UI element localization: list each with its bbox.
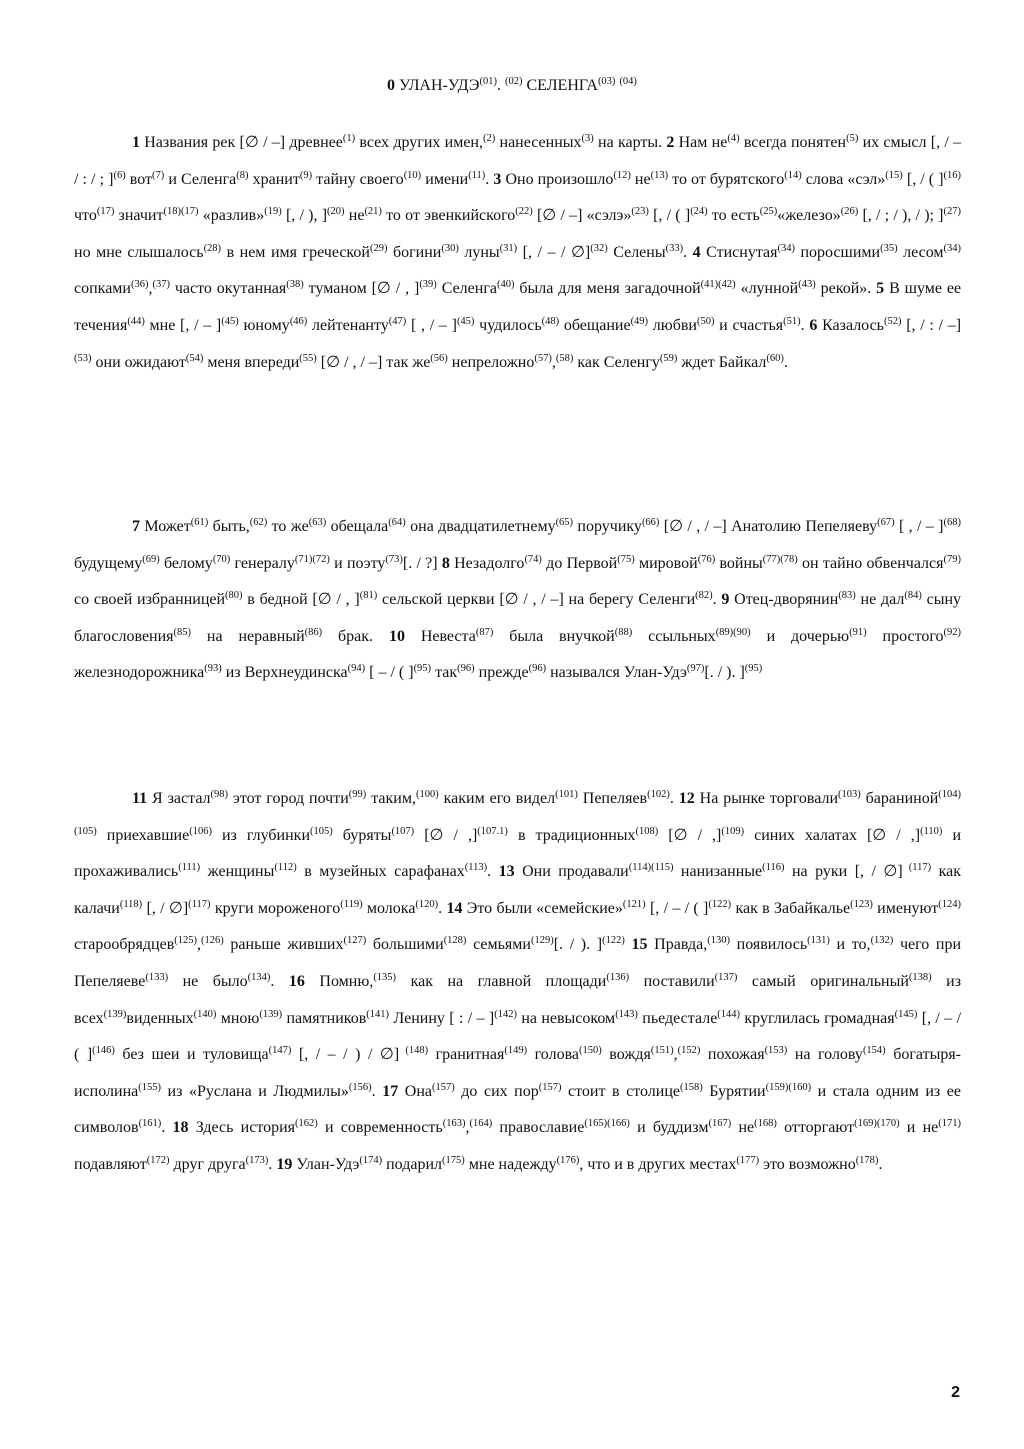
- footnote-marker: (23): [631, 206, 649, 218]
- footnote-marker: (13): [650, 169, 669, 181]
- footnote-marker: (132): [870, 935, 894, 947]
- footnote-marker: (143): [615, 1008, 638, 1020]
- footnote-marker: (34): [943, 242, 962, 254]
- sentence-number: 19: [276, 1155, 293, 1173]
- document-title: 0 УЛАН-УДЭ$^{(01)}$. $^{(02)}$ СЕЛЕНГА$^{(03)}$ $^{(04)}$: [387, 76, 637, 94]
- footnote-marker: (110): [920, 825, 943, 837]
- footnote-marker: (96): [528, 663, 547, 675]
- footnote-marker: (70): [212, 553, 231, 565]
- footnote-marker: (157): [538, 1081, 562, 1093]
- footnote-marker: (171): [938, 1118, 962, 1130]
- footnote-marker: (89)(90): [715, 626, 751, 638]
- footnote-marker: (100): [415, 789, 439, 800]
- paragraph-1: 1 Названия рек [∅ / –] древнее$^{(1)}$ всех других имен,$^{(2)}$ нанесенных$^{(3)}$ на карты. 2 Нам $не^{(4)}$ всегда понятен$^{(5)}$ их смысл [, / – / : / ; ]$^{(6)}$ вот$^{(7)}$ и Селенга$^{(8)}$ хранит$^{(9)}$ тайну своего$^{(10)}$ имени$^{(11)}$. 3 Оно произошло$^{(12)}$ $не^{(13)}$ то от бурятского$^{(14)}$ слова «сэл»$^{(15)}$ [, / ( ]$^{(16)}$ что$^{(17)}$ значит$^{(18)(17)}$ «разлив»$^{(19)}$ [, / ), ]$^{(20)}$ $не^{(21)}$ то от эвенкийского$^{(22)}$ [∅ / –] «сэлэ»$^{(23)}$ [, / ( ]$^{(24)}$ то есть$^{(25)}$«железо»$^{(26)}$ [, / ; / ), / ); ]$^{(27)}$ но мне слышалось$^{(28)}$ в нем имя греческой$^{(29)}$ богини$^{(30)}$ луны$^{(31)}$ [, / – / ∅]$^{(32)}$ Селены$^{(33)}$. 4 Стиснутая$^{(34)}$ поросшими$^{(35)}$ лесом$^{(34)}$ сопками$^{(36)}$,$^{(37)}$ часто окутанная$^{(38)}$ туманом [∅ / , ]$^{(39)}$ Селенга$^{(40)}$ была для меня загадочной$^{(41)(42)}$ «лунной$^{(43)}$ рекой». 5 В шуме ее течения$^{(44)}$ мне [, / – ]$^{(45)}$ юному$^{(46)}$ лейтенанту$^{(47)}$ [ , / – ]$^{(45)}$ чудилось$^{(48)}$ обещание$^{(49)}$ любви$^{(50)}$ и счастья$^{(51)}$. 6 Казалось$^{(52)}$ [, / : / –]$^{(53)}$ они ожидают$^{(54)}$ меня впереди$^{(55)}$ [∅ / , / –] так $же^{(56)}$ непреложно$^{(57)}$,$^{(58)}$ как Селенгу$^{(59)}$ ждет Байкал$^{(60)}$.: [74, 133, 962, 371]
- footnote-marker: (154): [862, 1045, 886, 1057]
- footnote-marker: (108): [635, 825, 659, 837]
- footnote-marker: (124): [938, 898, 962, 910]
- footnote-marker: (74): [524, 553, 542, 565]
- footnote-marker: (103): [838, 789, 861, 800]
- footnote-marker: (80): [225, 590, 243, 602]
- footnote-marker: (109): [721, 825, 745, 837]
- footnote-marker: (105): [310, 825, 333, 837]
- footnote-marker: (94): [347, 663, 366, 675]
- footnote-marker: (51): [783, 315, 801, 327]
- footnote-marker: (127): [343, 935, 367, 947]
- footnote-marker: (71)(72): [294, 553, 330, 565]
- footnote-marker: (107): [391, 825, 415, 837]
- footnote-marker: (175): [442, 1154, 465, 1166]
- footnote-marker: (155): [138, 1081, 161, 1093]
- footnote-marker: (141): [366, 1008, 390, 1020]
- footnote-marker: (122): [708, 898, 732, 910]
- footnote-marker: (50): [696, 315, 715, 327]
- sentence-number: 14: [446, 899, 463, 917]
- footnote-marker: (99): [348, 789, 367, 800]
- footnote-marker: (59): [659, 352, 678, 364]
- footnote-marker: (22): [515, 206, 533, 218]
- footnote-marker: (10): [403, 169, 422, 181]
- footnote-marker: (64): [388, 517, 406, 528]
- footnote-marker: (122): [602, 935, 625, 947]
- footnote-marker: (34): [777, 242, 795, 254]
- footnote-marker: (140): [193, 1008, 217, 1020]
- footnote-marker: (45): [456, 315, 475, 327]
- paragraph-2: 7 Может$^{(61)}$ быть,$^{(62)}$ то $же^{(63)}$ обещала$^{(64)}$ она двадцатилетнему$^{(65)}$ поручику$^{(66)}$ [∅ / , / –] Анатолию Пепеляеву$^{(67)}$ [ , / – ]$^{(68)}$ будущему$^{(69)}$ белому$^{(70)}$ генералу$^{(71)(72)}$ и поэту$^{(73)}$[. / ?] 8 Незадолго$^{(74)}$ до Первой$^{(75)}$ мировой$^{(76)}$ войны$^{(77)(78)}$ он тайно обвенчался$^{(79)}$ со своей избранницей$^{(80)}$ в бедной [∅ / , ]$^{(81)}$ сельской церкви [∅ / , / –] на берегу Селенги$^{(82)}$. 9 Отец-дворянин$^{(83)}$ не дал$^{(84)}$ сыну благословения$^{(85)}$ на неравный$^{(86)}$ брак. 10 Невеста$^{(87)}$ была внучкой$^{(88)}$ ссыльных$^{(89)(90)}$ и дочерью$^{(91)}$ простого$^{(92)}$ железнодорожника$^{(93)}$ из Верхнеудинска$^{(94)}$ [ – / ( ]$^{(95)}$ так$^{(96)}$ прежде$^{(96)}$ назывался Улан-Удэ$^{(97)}$[. / ). ]$^{(95)}$: [74, 517, 962, 682]
- footnote-marker: (82): [695, 590, 713, 602]
- sentence-number: 5: [876, 280, 885, 298]
- footnote-marker: (48): [541, 315, 560, 327]
- footnote-marker: (53): [74, 352, 92, 364]
- footnote-marker: (114)(115): [628, 862, 674, 874]
- footnote-marker: (157): [431, 1081, 455, 1093]
- footnote-marker: (123): [850, 898, 873, 910]
- footnote-marker: (69): [142, 553, 160, 565]
- sentence-number: 2: [666, 134, 675, 151]
- footnote-marker: (131): [807, 935, 830, 947]
- footnote-marker: (81): [359, 590, 378, 602]
- sentence-number: 1: [132, 134, 140, 151]
- footnote-marker: (63): [308, 517, 327, 528]
- footnote-marker: (47): [388, 315, 407, 327]
- footnote-marker: (120): [415, 898, 439, 910]
- footnote-marker: (159)(160): [765, 1081, 812, 1093]
- footnote-marker: (8): [236, 169, 249, 181]
- sentence-number: 12: [678, 790, 695, 807]
- footnote-marker: (04): [619, 76, 637, 87]
- footnote-marker: (3): [581, 133, 594, 144]
- footnote-marker: (77)(78): [762, 553, 798, 565]
- sentence-number: 17: [382, 1082, 399, 1100]
- footnote-marker: (5): [846, 133, 859, 144]
- footnote-marker: (28): [203, 242, 222, 254]
- footnote-marker: (30): [441, 242, 459, 254]
- footnote-marker: (146): [92, 1045, 115, 1057]
- footnote-marker: (67): [877, 517, 895, 528]
- footnote-marker: (31): [499, 242, 518, 254]
- footnote-marker: (173): [245, 1154, 269, 1166]
- footnote-marker: (65): [555, 517, 574, 528]
- footnote-marker: (147): [268, 1045, 292, 1057]
- footnote-marker: (116): [762, 862, 785, 874]
- footnote-marker: (12): [613, 169, 631, 181]
- footnote-marker: (32): [590, 242, 608, 254]
- footnote-marker: (01): [479, 76, 497, 87]
- footnote-marker: (144): [717, 1008, 741, 1020]
- footnote-marker: (38): [286, 279, 304, 291]
- footnote-marker: (133): [145, 971, 169, 983]
- sentence-number: 13: [498, 863, 515, 881]
- footnote-marker: (117): [188, 898, 211, 910]
- footnote-marker: (172): [146, 1154, 170, 1166]
- sentence-number: 4: [692, 243, 701, 261]
- footnote-marker: (86): [304, 626, 323, 638]
- sentence-number: 15: [631, 936, 648, 954]
- footnote-marker: (7): [152, 169, 165, 181]
- footnote-marker: (111): [178, 862, 201, 874]
- footnote-marker: (60): [766, 352, 784, 364]
- footnote-marker: (44): [127, 315, 145, 327]
- footnote-marker: (156): [348, 1081, 372, 1093]
- footnote-marker: (25): [759, 206, 778, 218]
- footnote-marker: (153): [764, 1045, 788, 1057]
- footnote-marker: (9): [299, 169, 313, 181]
- footnote-marker: (4): [727, 133, 740, 144]
- footnote-marker: (29): [369, 242, 388, 254]
- footnote-marker: (1): [342, 133, 356, 144]
- footnote-marker: (36): [130, 279, 149, 291]
- footnote-marker: (138): [908, 971, 932, 983]
- sentence-number: 7: [132, 518, 140, 535]
- footnote-marker: (142): [494, 1008, 517, 1020]
- footnote-marker: (148): [399, 1045, 429, 1057]
- footnote-marker: (41)(42): [700, 279, 736, 291]
- footnote-marker: (93): [204, 663, 222, 675]
- footnote-marker: (129): [530, 935, 554, 947]
- footnote-marker: (49): [630, 315, 649, 327]
- footnote-marker: (149): [504, 1045, 528, 1057]
- footnote-marker: (104)(105): [74, 789, 962, 837]
- footnote-marker: (102): [647, 789, 670, 800]
- footnote-marker: (83): [838, 590, 856, 602]
- page-number: 2: [951, 1384, 960, 1401]
- footnote-marker: (169)(170): [854, 1118, 900, 1130]
- footnote-marker: (14): [784, 169, 802, 181]
- footnote-marker: (02): [504, 76, 523, 87]
- sentence-number: 3: [493, 170, 502, 188]
- footnote-marker: (95): [413, 663, 432, 675]
- footnote-marker: (33): [665, 242, 684, 254]
- sentence-number: 10: [388, 627, 405, 645]
- footnote-marker: (167): [708, 1118, 732, 1130]
- footnote-marker: (97): [686, 663, 705, 675]
- footnote-marker: (37): [152, 279, 170, 291]
- footnote-marker: (24): [690, 206, 708, 218]
- sentence-number: 8: [441, 554, 450, 572]
- footnote-marker: (52): [883, 315, 902, 327]
- footnote-marker: (151): [650, 1045, 674, 1057]
- footnote-marker: (135): [373, 971, 397, 983]
- footnote-marker: (113): [464, 862, 488, 874]
- footnote-marker: (20): [327, 206, 345, 218]
- sentence-number: 16: [288, 972, 305, 990]
- footnote-marker: (26): [840, 206, 859, 218]
- footnote-marker: (55): [299, 352, 317, 364]
- footnote-marker: (139): [259, 1008, 283, 1020]
- footnote-marker: (68): [943, 517, 961, 528]
- footnote-marker: (176): [556, 1154, 580, 1166]
- sentence-number: 9: [721, 591, 730, 609]
- footnote-marker: (137): [714, 971, 738, 983]
- footnote-marker: (96): [457, 663, 475, 675]
- footnote-marker: (75): [617, 553, 635, 565]
- footnote-marker: (62): [249, 517, 268, 528]
- footnote-marker: (126): [201, 935, 224, 947]
- footnote-marker: (15): [885, 169, 903, 181]
- footnote-marker: (128): [443, 935, 467, 947]
- footnote-marker: (21): [364, 206, 382, 218]
- footnote-marker: (6): [113, 169, 126, 181]
- footnote-marker: (150): [579, 1045, 602, 1057]
- footnote-marker: (162): [295, 1118, 318, 1130]
- footnote-marker: (39): [419, 279, 437, 291]
- footnote-marker: (88): [614, 626, 633, 638]
- footnote-marker: (95): [744, 663, 763, 675]
- footnote-marker: (125): [174, 935, 197, 947]
- footnote-marker: (03): [597, 76, 616, 87]
- sentence-number: 18: [172, 1119, 189, 1137]
- footnote-marker: (76): [697, 553, 716, 565]
- footnote-marker: (58): [555, 352, 574, 364]
- footnote-marker: (139): [103, 1008, 127, 1020]
- paragraph-3: 11 Я застал$^{(98)}$ этот город почти$^{(99)}$ таким,$^{(100)}$ каким его видел$^{(101)}$ Пепеляев$^{(102)}$. 12 На рынке торговали$^{(103)}$ бараниной$^{(104)(105)}$ приехавшие$^{(106)}$ из глубинки$^{(105)}$ буряты$^{(107)}$ [∅ / ,]$^{(107.1)}$ в традиционных$^{(108)}$ [∅ / ,]$^{(109)}$ синих халатах [∅ / ,]$^{(110)}$ и прохаживались$^{(111)}$ женщины$^{(112)}$ в музейных сарафанах$^{(113)}$. 13 Они продавали$^{(114)(115)}$ нанизанные$^{(116)}$ на руки [, / ∅] $^{(117)}$ как калачи$^{(118)}$ [, / ∅]$^{(117)}$ круги мороженого$^{(119)}$ молока$^{(120)}$. 14 Это были «семейские»$^{(121)}$ [, / – / ( ]$^{(122)}$ как в Забайкалье$^{(123)}$ именуют$^{(124)}$ старообрядцев$^{(125)}$,$^{(126)}$ раньше живших$^{(127)}$ большими$^{(128)}$ семьями$^{(129)}$[. / ). ]$^{(122)}$ 15 Правда,$^{(130)}$ появилось$^{(131)}$ и то,$^{(132)}$ чего при Пепеляеве$^{(133)}$ не было$^{(134)}$. 16 Помню,$^{(135)}$ как на главной площади$^{(136)}$ поставили$^{(137)}$ самый оригинальный$^{(138)}$ из всех$^{(139)}$виденных$^{(140)}$ мною$^{(139)}$ памятников$^{(141)}$ Ленину [ : / – ]$^{(142)}$ на невысоком$^{(143)}$ пьедестале$^{(144)}$ круглилась громадная$^{(145)}$ [, / – / ( ]$^{(146)}$ без шеи и туловища$^{(147)}$ [, / – / ) / ∅] $^{(148)}$ гранитная$^{(149)}$ голова$^{(150)}$ вождя$^{(151)}$,$^{(152)}$ похожая$^{(153)}$ на голову$^{(154)}$ богатыря-исполина$^{(155)}$ из «Руслана и Людмилы»$^{(156)}$. 17 Она$^{(157)}$ до сих пор$^{(157)}$ стоит в столице$^{(158)}$ Бурятии$^{(159)(160)}$ и стала одним из ее символов$^{(161)}$. 18 Здесь история$^{(162)}$ и современность$^{(163)}$,$^{(164)}$ православие$^{(165)(166)}$ и буддизм$^{(167)}$ $не^{(168)}$ отторгают$^{(169)(170)}$ и $не^{(171)}$ подавляют$^{(172)}$ друг друга$^{(173)}$. 19 Улан-Удэ$^{(174)}$ подарил$^{(175)}$ мне надежду$^{(176)}$, что и в других местах$^{(177)}$ это возможно$^{(178)}$.: [74, 789, 962, 1173]
- footnote-marker: (91): [849, 626, 867, 638]
- footnote-marker: (107.1): [477, 825, 508, 837]
- footnote-marker: (66): [641, 517, 660, 528]
- footnote-marker: (168): [754, 1118, 777, 1130]
- footnote-marker: (16): [943, 169, 962, 181]
- footnote-marker: (46): [289, 315, 308, 327]
- footnote-marker: (165)(166): [584, 1118, 630, 1130]
- footnote-marker: (152): [677, 1045, 701, 1057]
- footnote-marker: (101): [555, 789, 578, 800]
- footnote-marker: (106): [189, 825, 212, 837]
- footnote-marker: (43): [798, 279, 816, 291]
- footnote-marker: (73): [385, 553, 403, 565]
- footnote-marker: (18)(17): [163, 206, 199, 218]
- sentence-number: 11: [132, 790, 148, 807]
- footnote-marker: (57): [534, 352, 552, 364]
- footnote-marker: (136): [606, 971, 630, 983]
- footnote-marker: (98): [210, 789, 229, 800]
- footnote-marker: (11): [468, 169, 486, 181]
- footnote-marker: (130): [707, 935, 730, 947]
- footnote-marker: (17): [96, 206, 115, 218]
- footnote-marker: (85): [173, 626, 192, 638]
- footnote-marker: (158): [680, 1081, 703, 1093]
- footnote-marker: (163): [442, 1118, 466, 1130]
- footnote-marker: (121): [622, 898, 646, 910]
- footnote-marker: (19): [264, 206, 282, 218]
- sentence-number: 6: [809, 316, 818, 334]
- footnote-marker: (161): [138, 1118, 162, 1130]
- footnote-marker: (56): [430, 352, 448, 364]
- footnote-marker: (177): [736, 1154, 760, 1166]
- footnote-marker: (174): [359, 1154, 383, 1166]
- footnote-marker: (61): [190, 517, 209, 528]
- footnote-marker: (84): [904, 590, 922, 602]
- footnote-marker: (35): [880, 242, 898, 254]
- footnote-marker: (112): [274, 862, 297, 874]
- footnote-marker: (119): [340, 898, 363, 910]
- footnote-marker: (117): [902, 862, 932, 874]
- footnote-marker: (164): [469, 1118, 493, 1130]
- footnote-marker: (40): [497, 279, 515, 291]
- footnote-marker: (178): [855, 1154, 879, 1166]
- footnote-marker: (27): [943, 206, 962, 218]
- sentence-number: 0: [387, 77, 396, 94]
- footnote-marker: (87): [475, 626, 494, 638]
- footnote-marker: (45): [221, 315, 239, 327]
- footnote-marker: (118): [119, 898, 143, 910]
- footnote-marker: (134): [247, 971, 271, 983]
- footnote-marker: (54): [185, 352, 204, 364]
- footnote-marker: (79): [943, 553, 962, 565]
- footnote-marker: (92): [943, 626, 962, 638]
- footnote-marker: (2): [483, 133, 496, 144]
- footnote-marker: (145): [894, 1008, 918, 1020]
